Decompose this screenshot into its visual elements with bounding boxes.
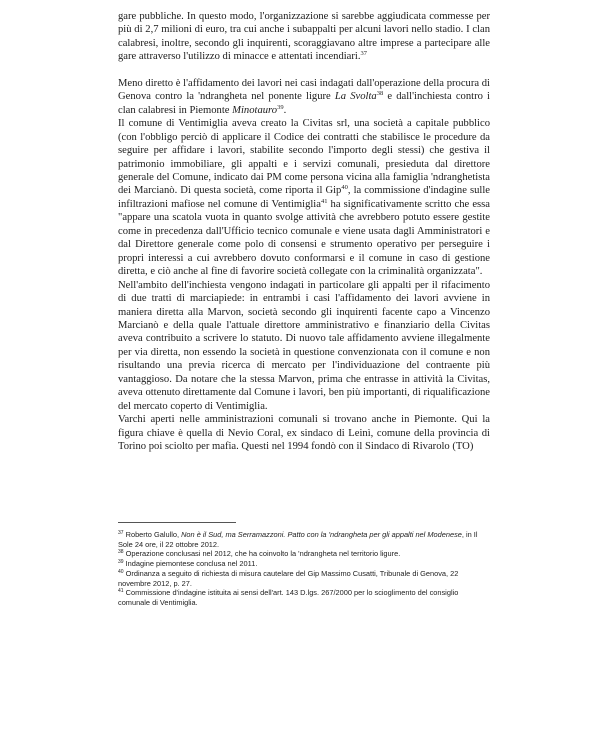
- paragraph-3: Il comune di Ventimiglia aveva creato la Civitas srl, una società a capitale pubblico (con l'obbligo perciò di applicare il Codice dei contratti che stabilisce le procedure da seguire per affidare i lavori, stabilite secondo l'importo degli stessi) che gestiva il patrimonio immobiliare, gli appalti e i servizi comunali, presieduta dal direttore generale del Comune, indicato dai PM come persona vicina alla famiglia 'ndranghetista dei Marcianò. Di questa società, come riporta il Gip$^{40}$, la commissione d'indagine sulle infiltrazioni mafiose nel comune di Ventimiglia$^{41}$ ha significativamente scritto che essa "appare una scatola vuota in quanto svolge attività che avrebbero potuto essere gestite come in precedenza dall'Ufficio tecnico comunale e viene usata dagli Amministratori e dal Direttore generale come polo di consensi e strumento operativo per perseguire i propri interessi a cui avrebbero dovuto conformarsi e il comune in caso di gestione diretta, e ciò anche al fine di favorire società collegate con la criminalità organizzata".: [118, 118, 490, 278]
- footnote-40: $^{40}$ Ordinanza a seguito di richiesta di misura cautelare del Gip Massimo Cusatti, Tribunale di Genova, 22 novembre 2012, p. 27.: [118, 568, 459, 588]
- footnote-divider: [118, 522, 236, 523]
- paragraph-4: Nell'ambito dell'inchiesta vengono indagati in particolare gli appalti per il rifacimento di due tratti di marciapiede: in entrambi i casi l'affidamento dei lavori avviene in maniera diretta alla Marvon, società secondo gli inquirenti facente capo a Vincenzo Marcianò e della quale l'attuale direttore amministrativo e finanziario della Civitas aveva contribuito a scrivere lo statuto. Di nuovo tale affidamento avviene illegalmente per via diretta, non essendo la società in questione convenzionata con il comune e non risultando una previa ricerca di mercato per l'individuazione del contraente più vantaggioso. Da notare che la stessa Marvon, prima che entrasse in attività la Civitas, aveva ottenuto direttamente dal Comune i lavori, ben più importanti, di riqualificazione del mercato coperto di Ventimiglia.: [118, 279, 490, 412]
- operation-name-la-svolta: La Svolta: [334, 91, 377, 103]
- footnotes: [118, 530, 490, 608]
- footnote-ref-37[interactable]: 37: [360, 50, 368, 58]
- footnote-37: $^{37}$ Roberto Galullo, Non è il Sud, ma Serramazzoni. Patto con la 'ndrangheta per gli appalti nel Modenese, in Il Sole 24 ore, il 22 ottobre 2012.: [118, 530, 478, 549]
- footnote-ref-41[interactable]: 41: [320, 197, 328, 205]
- footnote-ref-38[interactable]: 38: [376, 90, 384, 98]
- footnote-ref-40[interactable]: 40: [341, 184, 348, 192]
- body-text: [118, 10, 490, 454]
- paragraph-5: Varchi aperti nelle amministrazioni comunali si trovano anche in Piemonte. Qui la figura chiave è quella di Nevio Coral, ex sindaco di Leinì, comune della provincia di Torino poi sciolto per mafia. Questi nel 1994 fondò con il Sindaco di Rivarolo (TO): [118, 414, 490, 453]
- operation-name-minotauro: Minotauro: [232, 104, 278, 116]
- footnote-41: $^{41}$ Commissione d'indagine istituita ai sensi dell'art. 143 D.lgs. 267/2000 per lo scioglimento del consiglio comunale di Ventimiglia.: [118, 588, 459, 607]
- paragraph-1: gare pubbliche. In questo modo, l'organizzazione si sarebbe aggiudicata commesse per più di 2,7 milioni di euro, tra cui anche i subappalti per alcuni lavori nello stadio. I clan calabresi, inoltre, secondo gli inquirenti, scoraggiavano altre imprese a partecipare alle gare attraverso l'utilizzo di minacce e attentati incendiari.$^{37}$: [118, 11, 490, 63]
- paragraph-2: Meno diretto è l'affidamento dei lavori nei casi indagati dall'operazione della procura di Genova contro la 'ndrangheta nel ponente ligure La Svolta$^{38}$ e dall'inchiesta contro i clan calabresi in Piemonte Minotauro$^{39}$.: [118, 77, 490, 116]
- footnote-ref-39[interactable]: 39: [277, 103, 284, 111]
- footnote-39: $^{39}$ Indagine piemontese conclusa nel 2011.: [118, 559, 258, 569]
- footnote-38: $^{38}$ Operazione conclusasi nel 2012, che ha coinvolto la 'ndrangheta nel territorio ligure.: [118, 549, 401, 559]
